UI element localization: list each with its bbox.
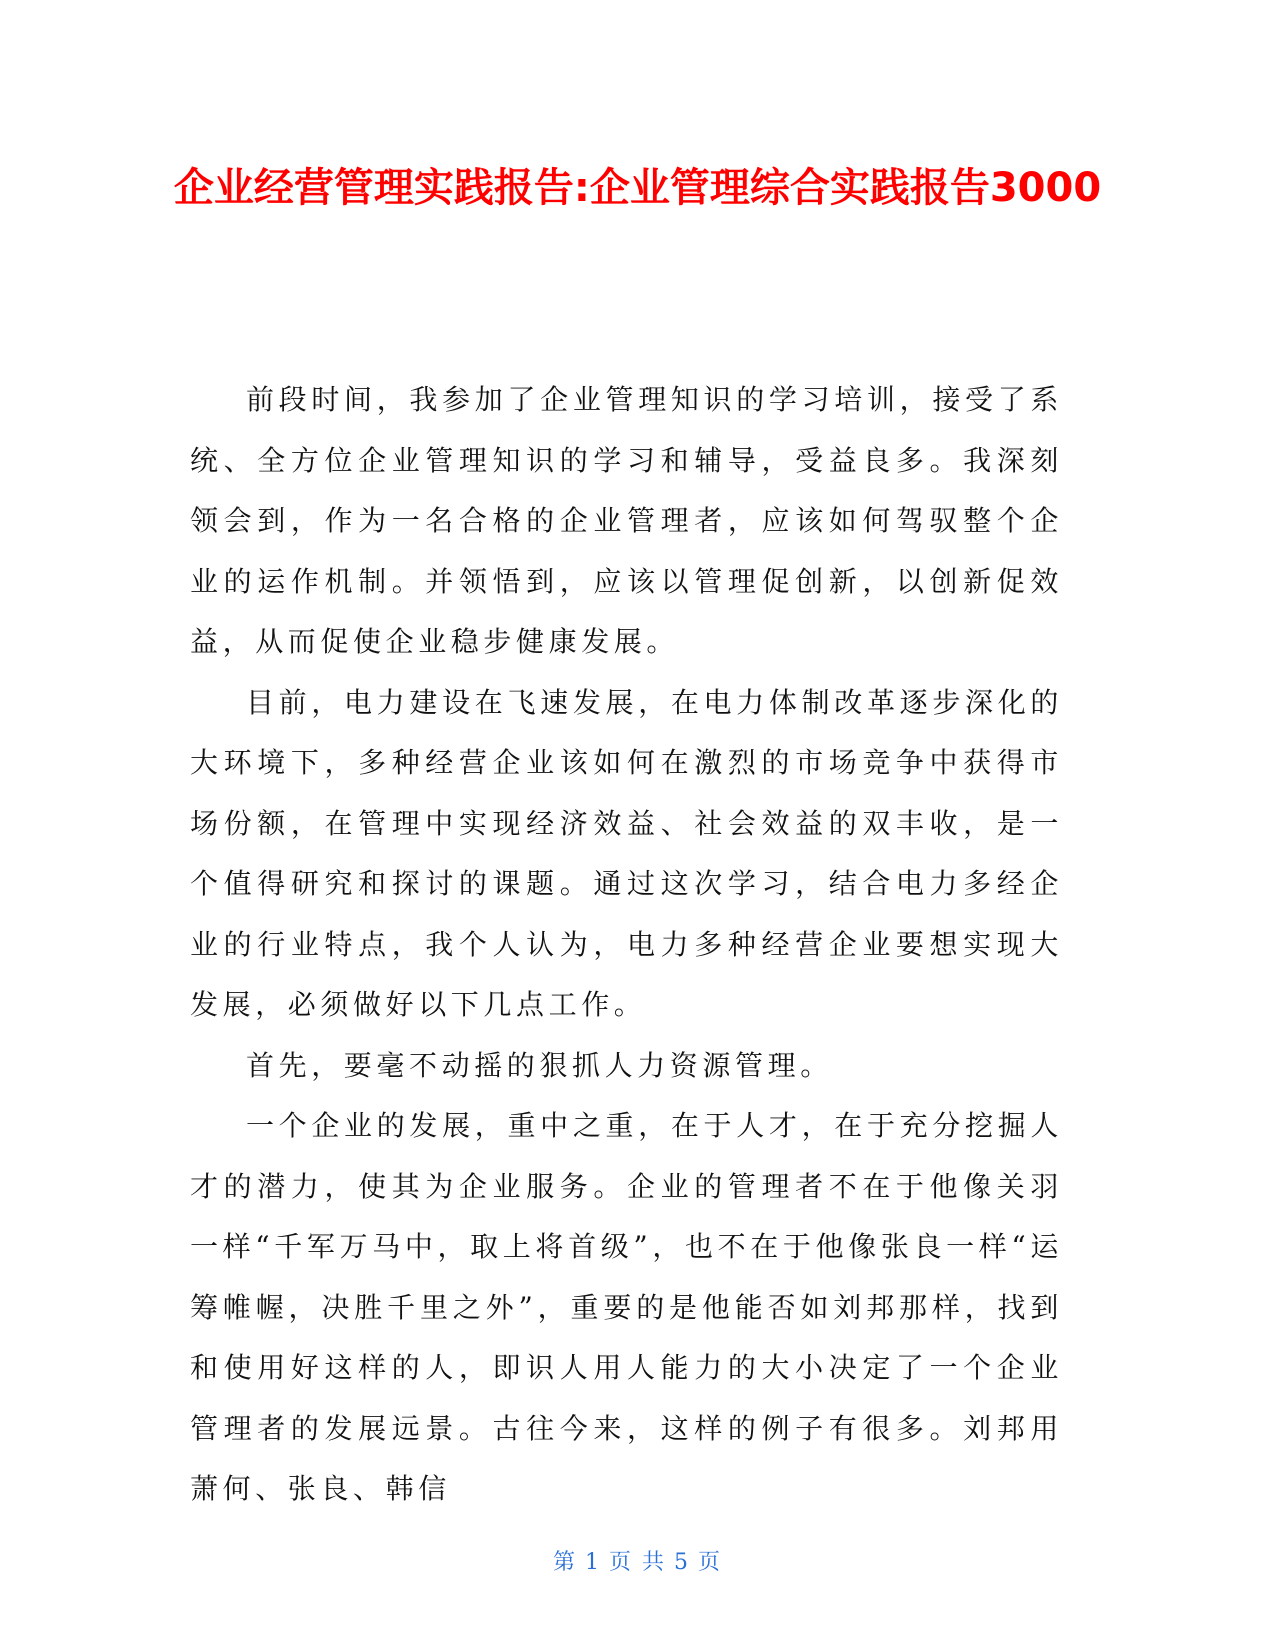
page-label-prefix: 第 (552, 1550, 577, 1575)
paragraph: 首先，要毫不动摇的狠抓人力资源管理。 (246, 1048, 833, 1082)
page-label-mid: 页 共 (609, 1550, 666, 1575)
page-label-suffix: 页 (698, 1550, 723, 1575)
paragraph: 一个企业的发展，重中之重，在于人才，在于充分挖掘人才的潜力，使其为企业服务。企业的管理者不在于他像关羽一样“千军万马中，取上将首级”，也不在于他像张良一样“运筹帷幄，决胜千里之外”，重要的是他能否如刘邦那样，找到和使用好这样的人，即识人用人能力的大小决定了一个企业管理者的发展远景。古往今来，这样的例子有很多。刘邦用萧何、张良、韩信 (190, 1109, 1063, 1505)
document-body (190, 370, 1063, 1520)
paragraph: 前段时间，我参加了企业管理知识的学习培训，接受了系统、全方位企业管理知识的学习和辅导，受益良多。我深刻领会到，作为一名合格的企业管理者，应该如何驾驭整个企业的运作机制。并领悟到，应该以管理促创新，以创新促效益，从而促使企业稳步健康发展。 (190, 383, 1063, 658)
paragraph: 目前，电力建设在飞速发展，在电力体制改革逐步深化的大环境下，多种经营企业该如何在激烈的市场竞争中获得市场份额，在管理中实现经济效益、社会效益的双丰收，是一个值得研究和探讨的课题。通过这次学习，结合电力多经企业的行业特点，我个人认为，电力多种经营企业要想实现大发展，必须做好以下几点工作。 (190, 685, 1063, 1021)
page-footer (0, 1545, 1275, 1576)
current-page-number: 1 (585, 1550, 601, 1575)
total-pages-number: 5 (674, 1550, 690, 1575)
document-title: 企业经营管理实践报告:企业管理综合实践报告3000 (173, 165, 1102, 211)
